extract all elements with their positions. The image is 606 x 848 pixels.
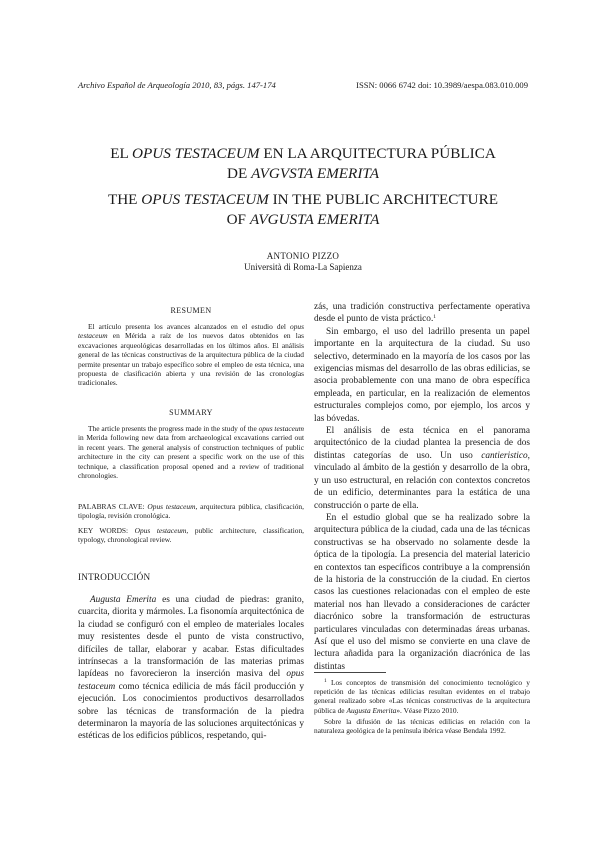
body-paragraph-2: Sin embargo, el uso del ladrillo presenta un papel importante en la arquitectura de la ciudad. Su uso selectivo, determinado en la mayoría de los casos por las exigencias mismas del desarrollo de las obras edilicias, se asocia probablemente con una mano de obra específica empleada, en particular, en la realización de elementos estructurales complejos como, por ejemplo, los arcos y las bóvedas. — [314, 326, 530, 424]
keywords-spanish: PALABRAS CLAVE: Opus testaceum, arquitectura pública, clasificación, tipología, revisión cronológica. — [78, 502, 304, 521]
footnote-divider — [314, 672, 386, 673]
title-english: THE OPUS TESTACEUM IN THE PUBLIC ARCHITECTURE OF AVGUSTA EMERITA — [107, 191, 499, 228]
author-affiliation: Università di Roma-La Sapienza — [244, 262, 362, 272]
summary-text: The article presents the progress made in the study of the opus testaceum in Merida following new data from archaeological excavations carried out in recent years. The general analysis of construction techniques of public architecture in the city can present a specific work on the use of this technique, a classification proposal opened and a review of traditional chronologies. — [78, 424, 304, 481]
introduccion-body — [78, 594, 304, 743]
body-right-column — [314, 301, 530, 673]
summary-heading: SUMMARY — [169, 408, 213, 417]
body-paragraph-4: En el estudio global que se ha realizado sobre la arquitectura pública de la ciudad, cada una de las técnicas constructivas se ha observado no solamente desde la óptica de la tipología. La presencia del material latericio en contextos tan específicos contribuye a la comprensión de la historia de la construcción de la ciudad. En ciertos casos las cuestiones relacionadas con el empleo de este material nos han llevado a consideraciones de carácter diacrónico sobre la transformación de estructuras particulares vinculadas con determinadas áreas urbanas. Así que el uso del mismo se convierte en una clave de lectura añadida para la organización diacrónica de las distintas — [314, 512, 530, 672]
resumen-text: El artículo presenta los avances alcanzados en el estudio del opus testaceum en Mérida a raíz de los nuevos datos obtenidos en las excavaciones arqueológicas desarrolladas en los últimos años. El análisis general de las técnicas constructivas de la arquitectura pública de la ciudad permite presentar un trabajo específico sobre el empleo de esta técnica, una propuesta de clasificación abierta y una revisión de las cronologías tradicionales. — [78, 322, 304, 388]
journal-citation: Archivo Español de Arqueología 2010, 83, págs. 147-174 — [78, 80, 276, 90]
footnote-ref-1: 1 — [433, 314, 437, 321]
issn-doi: ISSN: 0066 6742 doi: 10.3989/aespa.083.010.009 — [356, 80, 528, 90]
footnotes — [314, 678, 530, 737]
keywords-english: KEY WORDS: Opus testaceum, public architecture, classification, typology, chronological review. — [78, 526, 304, 545]
body-paragraph-3: El análisis de esta técnica en el panorama arquitectónico de la ciudad plantea la presencia de dos distintas categorías de uso. Un uso cantieristico, vinculado al ámbito de la gestión y desarrollo de la obra, y un uso estructural, en relación con contextos concretos de un edificio, determinantes para la estática de una construcción o parte de ella. — [314, 426, 530, 511]
footnote-2: Sobre la difusión de las técnicas edilicias en relación con la naturaleza geológica de la península ibérica véase Bendala 1992. — [314, 716, 530, 736]
title-spanish: EL OPUS TESTACEUM EN LA ARQUITECTURA PÚBLICA DE AVGVSTA EMERITA — [110, 145, 496, 182]
intro-paragraph-1: Augusta Emerita es una ciudad de piedras: granito, cuarcita, diorita y mármoles. La fisonomía arquitectónica de la ciudad se configuró con el empleo de materiales locales muy resistentes desde el punto de vista constructivo, difíciles de tallar, elaborar y acabar. Estas dificultades intrínsecas a la transformación de las materias primas lapídeas no favorecieron la inserción masiva del opus testaceum como técnica edilicia de más fácil producción y ejecución. Los conocimientos productivos desarrollados sobre las técnicas de transformación de la piedra determinaron la mayoría de las soluciones arquitectónicas y estéticas de los edificios públicos, respetando, qui- — [78, 595, 304, 742]
author-name: ANTONIO PIZZO — [266, 251, 340, 261]
resumen-heading: RESUMEN — [170, 306, 212, 315]
introduccion-heading: INTRODUCCIÓN — [78, 572, 151, 582]
body-paragraph-1: zás, una tradición constructiva perfectamente operativa desde el punto de vista práctico.$^1$ — [314, 302, 530, 325]
footnote-1: $^1$ Los conceptos de transmisión del conocimiento tecnológico y repetición de las técnicas edilicias resultan evidentes en el trabajo general realizado sobre «Las técnicas constructivas de la arquitectura pública de Augusta Emerita». Véase Pizzo 2010. — [314, 678, 530, 715]
author-block — [60, 251, 546, 273]
